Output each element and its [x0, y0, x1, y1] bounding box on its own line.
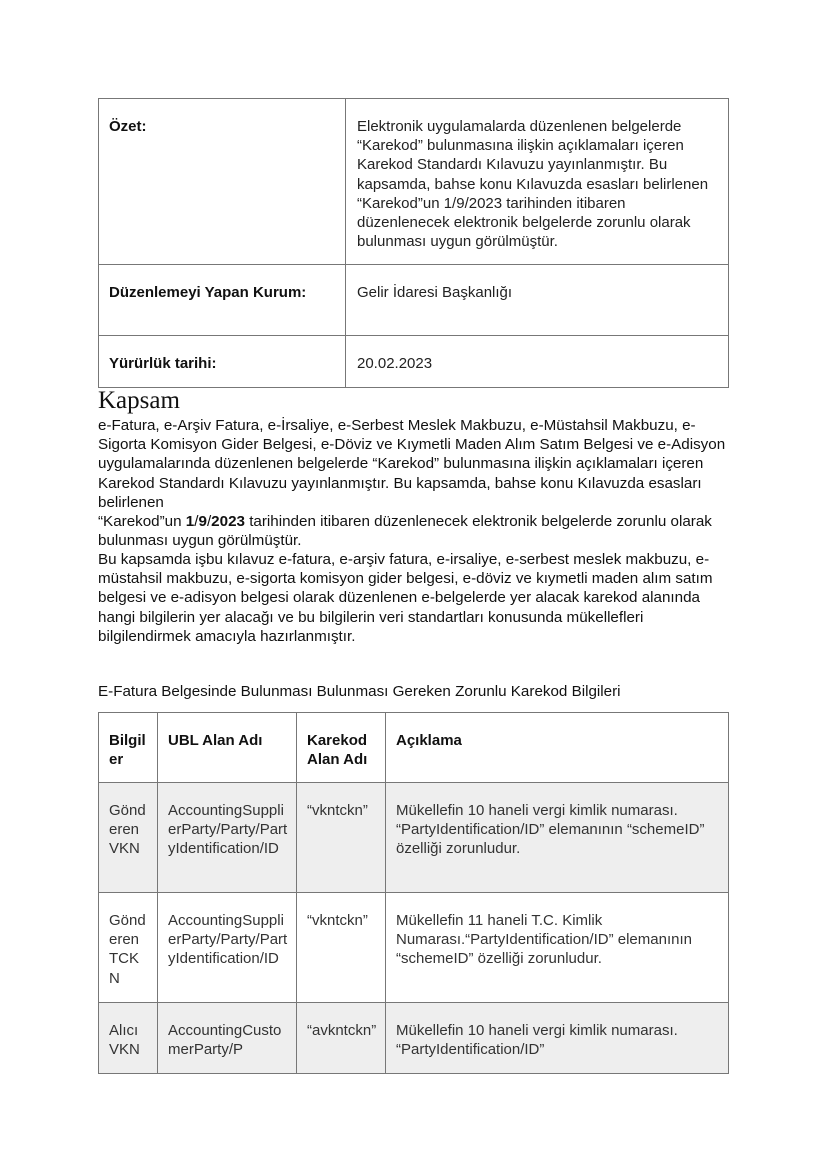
cell-karekod: “vkntckn” [297, 893, 386, 1003]
summary-value: Gelir İdaresi Başkanlığı [346, 265, 729, 336]
cell-bilgi: Gönderen VKN [99, 783, 158, 893]
cell-ubl: AccountingSupplierParty/Party/PartyIdentification/ID [158, 783, 297, 893]
summary-value: 20.02.2023 [346, 336, 729, 388]
column-header: Açıklama [386, 713, 729, 783]
kapsam-paragraph-1 [98, 416, 738, 550]
summary-row-kurum [99, 265, 729, 336]
summary-label: Özet: [99, 99, 346, 265]
cell-aciklama: Mükellefin 10 haneli vergi kimlik numarası. “PartyIdentification/ID” [386, 1003, 729, 1074]
table-row [99, 1003, 729, 1074]
cell-bilgi: Alıcı VKN [99, 1003, 158, 1074]
cell-aciklama: Mükellefin 11 haneli T.C. Kimlik Numarası.“PartyIdentification/ID” elemanının “schemeID” özelliği zorunludur. [386, 893, 729, 1003]
kapsam-paragraph-2: Bu kapsamda işbu kılavuz e-fatura, e-arşiv fatura, e-irsaliye, e-serbest meslek makbuzu, e-müstahsil makbuzu, e-sigorta komisyon gider belgesi, e-döviz ve kıymetli maden alım satım belgesi ve e-adisyon belgesi olarak düzenlenen e-belgelerde yer alacak karekod alanında hangi bilgilerin yer alacağı ve bu bilgilerin veri standartları konusunda mükellefleri bilgilendirmek amacıyla hazırlanmıştır. [98, 551, 713, 645]
column-header: Bilgiler [99, 713, 158, 783]
summary-label: Yürürlük tarihi: [99, 336, 346, 388]
paragraph-text: e-Fatura, e-Arşiv Fatura, e-İrsaliye, e-Serbest Meslek Makbuzu, e-Müstahsil Makbuzu, e-Sigorta Komisyon Gider Belgesi, e-Döviz ve Kıymetli Maden Alım Satım Belgesi ve e-Adisyon uygulamalarında düzenlenen belgelerde “Karekod” bulunmasına ilişkin açıklamaları içeren Karekod Standardı Kılavuzu yayınlanmıştır. Bu kapsamda, bahse konu Kılavuzda esasları belirlenen “Karekod”un [98, 417, 726, 531]
date-year: 2023 [211, 513, 245, 531]
table-row [99, 893, 729, 1003]
date-separator: / [206, 513, 212, 531]
summary-value: Elektronik uygulamalarda düzenlenen belgelerde “Karekod” bulunmasına ilişkin açıklamaları içeren Karekod Standardı Kılavuzu yayınlanmıştır. Bu kapsamda, bahse konu Kılavuzda esasları belirlenen “Karekod”un 1/9/2023 tarihinden itibaren düzenlenecek elektronik belgelerde zorunlu olarak bulunması uygun görülmüştür. [346, 99, 729, 265]
paragraph-text: tarihinden itibaren düzenlenecek elektronik belgelerde zorunlu olarak bulunması uygun görülmüştür. [98, 513, 712, 550]
effective-date [186, 513, 245, 530]
date-day: 1 [185, 513, 195, 531]
karekod-table [98, 712, 729, 1074]
table-caption: E-Fatura Belgesinde Bulunması Bulunması Gereken Zorunlu Karekod Bilgileri [98, 683, 621, 700]
cell-aciklama: Mükellefin 10 haneli vergi kimlik numarası. “PartyIdentification/ID” elemanının “schemeID” özelliği zorunludur. [386, 783, 729, 893]
cell-ubl: AccountingSupplierParty/Party/PartyIdentification/ID [158, 893, 297, 1003]
date-month: 9 [198, 513, 207, 531]
summary-table [98, 98, 729, 388]
column-header: UBL Alan Adı [158, 713, 297, 783]
table-row [99, 783, 729, 893]
column-header: Karekod Alan Adı [297, 713, 386, 783]
cell-bilgi: Gönderen TCKN [99, 893, 158, 1003]
date-separator: / [194, 513, 199, 531]
summary-row-ozet [99, 99, 729, 265]
table-header-row [99, 713, 729, 783]
cell-ubl: AccountingCustomerParty/P [158, 1003, 297, 1074]
section-title: Kapsam [98, 387, 180, 414]
cell-karekod: “avkntckn” [297, 1003, 386, 1074]
summary-row-yururluk [99, 336, 729, 388]
summary-label: Düzenlemeyi Yapan Kurum: [99, 265, 346, 336]
cell-karekod: “vkntckn” [297, 783, 386, 893]
